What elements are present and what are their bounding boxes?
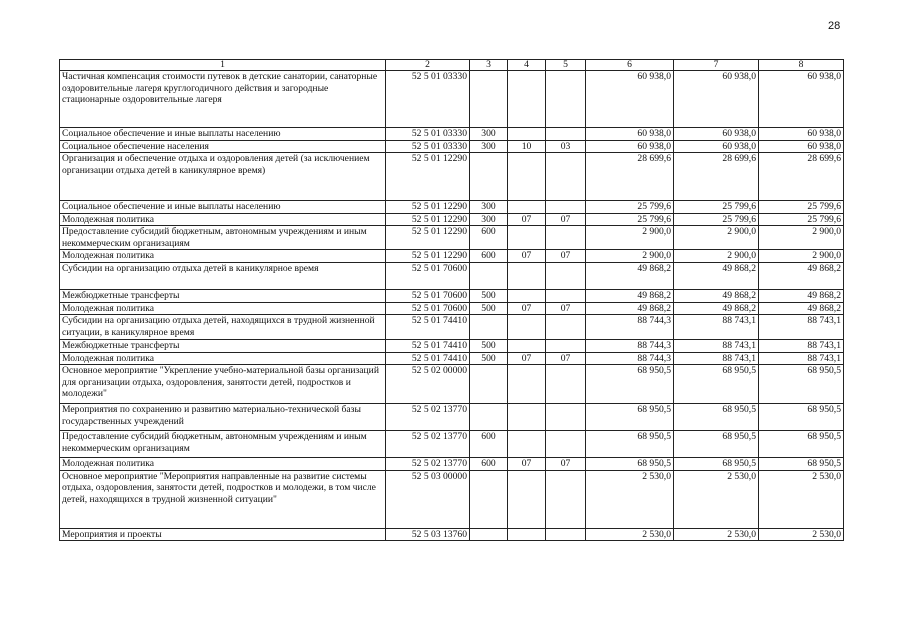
row-col3: 500 (470, 289, 508, 302)
row-amount-8: 49 868,2 (759, 289, 844, 302)
row-col5: 07 (546, 213, 586, 226)
row-amount-6: 28 699,6 (586, 153, 674, 201)
row-code: 52 5 01 12290 (386, 213, 470, 226)
row-col3: 500 (470, 302, 508, 315)
row-amount-6: 68 950,5 (586, 458, 674, 471)
table-row (60, 250, 844, 263)
row-col4: 07 (508, 250, 546, 263)
row-col3: 600 (470, 458, 508, 471)
row-amount-6: 25 799,6 (586, 201, 674, 214)
row-code: 52 5 01 03330 (386, 140, 470, 153)
row-col5 (546, 340, 586, 353)
row-col5: 07 (546, 352, 586, 365)
row-amount-6: 49 868,2 (586, 262, 674, 289)
row-col3: 600 (470, 431, 508, 458)
row-name: Предоставление субсидий бюджетным, автономным учреждениям и иным некоммерческим организациям (60, 431, 386, 458)
row-amount-7: 25 799,6 (674, 213, 759, 226)
row-col4: 07 (508, 302, 546, 315)
row-amount-8: 25 799,6 (759, 201, 844, 214)
row-name: Молодежная политика (60, 458, 386, 471)
row-col5 (546, 289, 586, 302)
row-amount-6: 49 868,2 (586, 302, 674, 315)
row-col4 (508, 262, 546, 289)
row-col4 (508, 528, 546, 541)
row-col3: 300 (470, 201, 508, 214)
row-col3: 600 (470, 226, 508, 250)
row-amount-7: 60 938,0 (674, 140, 759, 153)
table-row (60, 352, 844, 365)
row-col4 (508, 431, 546, 458)
row-col3: 500 (470, 340, 508, 353)
row-code: 52 5 02 13770 (386, 431, 470, 458)
row-code: 52 5 01 12290 (386, 201, 470, 214)
row-col3: 300 (470, 140, 508, 153)
row-code: 52 5 01 70600 (386, 302, 470, 315)
row-code: 52 5 01 03330 (386, 128, 470, 141)
row-col3 (470, 153, 508, 201)
row-col4: 07 (508, 213, 546, 226)
row-amount-6: 88 744,3 (586, 340, 674, 353)
row-code: 52 5 01 12290 (386, 226, 470, 250)
row-name: Молодежная политика (60, 352, 386, 365)
row-amount-7: 88 743,1 (674, 352, 759, 365)
table-row (60, 431, 844, 458)
table-row (60, 128, 844, 141)
row-name: Предоставление субсидий бюджетным, автономным учреждениям и иным некоммерческим организациям (60, 226, 386, 250)
column-header: 7 (674, 60, 759, 71)
row-col5 (546, 404, 586, 431)
row-amount-8: 88 743,1 (759, 352, 844, 365)
row-amount-8: 88 743,1 (759, 340, 844, 353)
row-col3: 600 (470, 250, 508, 263)
row-amount-8: 2 530,0 (759, 470, 844, 528)
table-row (60, 404, 844, 431)
column-header: 8 (759, 60, 844, 71)
row-col5: 07 (546, 458, 586, 471)
row-amount-8: 28 699,6 (759, 153, 844, 201)
row-name: Молодежная политика (60, 302, 386, 315)
row-amount-7: 68 950,5 (674, 458, 759, 471)
table-row (60, 262, 844, 289)
row-code: 52 5 01 74410 (386, 315, 470, 340)
row-col4: 10 (508, 140, 546, 153)
column-header: 4 (508, 60, 546, 71)
table-row (60, 201, 844, 214)
column-header: 6 (586, 60, 674, 71)
row-amount-6: 88 744,3 (586, 315, 674, 340)
row-col5 (546, 71, 586, 128)
row-col5 (546, 315, 586, 340)
row-code: 52 5 01 12290 (386, 153, 470, 201)
row-col3: 300 (470, 213, 508, 226)
row-amount-8: 25 799,6 (759, 213, 844, 226)
row-name: Социальное обеспечение населения (60, 140, 386, 153)
column-header: 3 (470, 60, 508, 71)
row-amount-6: 60 938,0 (586, 140, 674, 153)
budget-table (59, 59, 844, 541)
row-name: Основное мероприятие "Укрепление учебно-материальной базы организаций для организации отдыха, оздоровления, занятости детей, подростков и молодежи" (60, 365, 386, 404)
row-amount-6: 88 744,3 (586, 352, 674, 365)
row-amount-7: 88 743,1 (674, 340, 759, 353)
row-code: 52 5 03 13760 (386, 528, 470, 541)
row-code: 52 5 01 74410 (386, 352, 470, 365)
row-col4 (508, 404, 546, 431)
row-col4 (508, 71, 546, 128)
table-row (60, 365, 844, 404)
row-amount-7: 68 950,5 (674, 404, 759, 431)
row-amount-7: 68 950,5 (674, 365, 759, 404)
row-code: 52 5 01 70600 (386, 262, 470, 289)
table-row (60, 458, 844, 471)
row-amount-6: 2 900,0 (586, 226, 674, 250)
row-code: 52 5 02 00000 (386, 365, 470, 404)
row-amount-8: 49 868,2 (759, 262, 844, 289)
row-col3 (470, 470, 508, 528)
table-row (60, 153, 844, 201)
row-amount-7: 2 900,0 (674, 226, 759, 250)
row-amount-8: 68 950,5 (759, 404, 844, 431)
table-row (60, 340, 844, 353)
row-amount-8: 60 938,0 (759, 140, 844, 153)
row-amount-8: 68 950,5 (759, 458, 844, 471)
table-body (60, 71, 844, 541)
row-col4: 07 (508, 352, 546, 365)
table-row (60, 470, 844, 528)
row-amount-6: 2 530,0 (586, 470, 674, 528)
row-amount-6: 68 950,5 (586, 404, 674, 431)
row-amount-8: 2 900,0 (759, 226, 844, 250)
row-col5: 07 (546, 302, 586, 315)
row-amount-6: 68 950,5 (586, 431, 674, 458)
column-header: 5 (546, 60, 586, 71)
row-name: Молодежная политика (60, 213, 386, 226)
row-name: Социальное обеспечение и иные выплаты населению (60, 128, 386, 141)
column-header: 1 (60, 60, 386, 71)
row-code: 52 5 03 00000 (386, 470, 470, 528)
row-amount-6: 2 900,0 (586, 250, 674, 263)
row-code: 52 5 01 70600 (386, 289, 470, 302)
row-amount-6: 60 938,0 (586, 128, 674, 141)
row-col5 (546, 262, 586, 289)
row-name: Молодежная политика (60, 250, 386, 263)
table-header-row (60, 60, 844, 71)
row-amount-8: 68 950,5 (759, 431, 844, 458)
table-row (60, 140, 844, 153)
row-col5 (546, 470, 586, 528)
row-name: Мероприятия и проекты (60, 528, 386, 541)
row-name: Мероприятия по сохранению и развитию материально-технической базы государственных учреждений (60, 404, 386, 431)
table-row (60, 71, 844, 128)
row-col3: 300 (470, 128, 508, 141)
table-row (60, 213, 844, 226)
page-number: 28 (828, 20, 841, 32)
row-amount-7: 68 950,5 (674, 431, 759, 458)
row-amount-6: 2 530,0 (586, 528, 674, 541)
row-col4 (508, 340, 546, 353)
table-row (60, 315, 844, 340)
table-row (60, 289, 844, 302)
row-col4 (508, 226, 546, 250)
row-amount-7: 2 530,0 (674, 528, 759, 541)
row-amount-8: 49 868,2 (759, 302, 844, 315)
row-col3 (470, 528, 508, 541)
row-col5 (546, 153, 586, 201)
row-col5 (546, 226, 586, 250)
row-amount-8: 2 900,0 (759, 250, 844, 263)
row-name: Межбюджетные трансферты (60, 340, 386, 353)
row-col4: 07 (508, 458, 546, 471)
row-amount-7: 60 938,0 (674, 128, 759, 141)
row-amount-7: 25 799,6 (674, 201, 759, 214)
row-col5 (546, 431, 586, 458)
row-col5: 03 (546, 140, 586, 153)
row-col4 (508, 128, 546, 141)
table-row (60, 226, 844, 250)
row-col3 (470, 315, 508, 340)
row-amount-7: 88 743,1 (674, 315, 759, 340)
row-col4 (508, 289, 546, 302)
row-name: Межбюджетные трансферты (60, 289, 386, 302)
row-col4 (508, 153, 546, 201)
row-amount-8: 68 950,5 (759, 365, 844, 404)
row-col4 (508, 201, 546, 214)
row-col4 (508, 365, 546, 404)
row-amount-6: 60 938,0 (586, 71, 674, 128)
row-col5 (546, 528, 586, 541)
row-code: 52 5 01 12290 (386, 250, 470, 263)
row-col3 (470, 71, 508, 128)
row-amount-8: 2 530,0 (759, 528, 844, 541)
row-name: Организация и обеспечение отдыха и оздоровления детей (за исключением организации отдыха детей в каникулярное время) (60, 153, 386, 201)
row-col3: 500 (470, 352, 508, 365)
table-row (60, 302, 844, 315)
row-code: 52 5 01 74410 (386, 340, 470, 353)
row-name: Субсидии на организацию отдыха детей, находящихся в трудной жизненной ситуации, в каникулярное время (60, 315, 386, 340)
row-amount-8: 60 938,0 (759, 71, 844, 128)
row-amount-6: 68 950,5 (586, 365, 674, 404)
row-code: 52 5 02 13770 (386, 458, 470, 471)
row-code: 52 5 01 03330 (386, 71, 470, 128)
row-code: 52 5 02 13770 (386, 404, 470, 431)
row-col5 (546, 128, 586, 141)
row-amount-8: 88 743,1 (759, 315, 844, 340)
column-header: 2 (386, 60, 470, 71)
row-col5 (546, 365, 586, 404)
row-name: Основное мероприятие "Мероприятия направленные на развитие системы отдыха, оздоровления, занятости детей, подростков и молодежи, в том числе детей, находящихся в трудной жизненной ситуации" (60, 470, 386, 528)
table-row (60, 528, 844, 541)
row-name: Субсидии на организацию отдыха детей в каникулярное время (60, 262, 386, 289)
row-amount-7: 49 868,2 (674, 289, 759, 302)
row-amount-7: 60 938,0 (674, 71, 759, 128)
row-col5: 07 (546, 250, 586, 263)
row-col4 (508, 470, 546, 528)
row-amount-7: 28 699,6 (674, 153, 759, 201)
row-name: Частичная компенсация стоимости путевок в детские санатории, санаторные оздоровительные лагеря круглогодичного действия и загородные стационарные оздоровительные лагеря (60, 71, 386, 128)
row-amount-7: 2 900,0 (674, 250, 759, 263)
row-amount-6: 25 799,6 (586, 213, 674, 226)
row-amount-7: 49 868,2 (674, 262, 759, 289)
row-col3 (470, 404, 508, 431)
row-col5 (546, 201, 586, 214)
row-amount-7: 2 530,0 (674, 470, 759, 528)
row-col3 (470, 262, 508, 289)
row-amount-8: 60 938,0 (759, 128, 844, 141)
row-amount-6: 49 868,2 (586, 289, 674, 302)
row-name: Социальное обеспечение и иные выплаты населению (60, 201, 386, 214)
row-col4 (508, 315, 546, 340)
row-col3 (470, 365, 508, 404)
row-amount-7: 49 868,2 (674, 302, 759, 315)
